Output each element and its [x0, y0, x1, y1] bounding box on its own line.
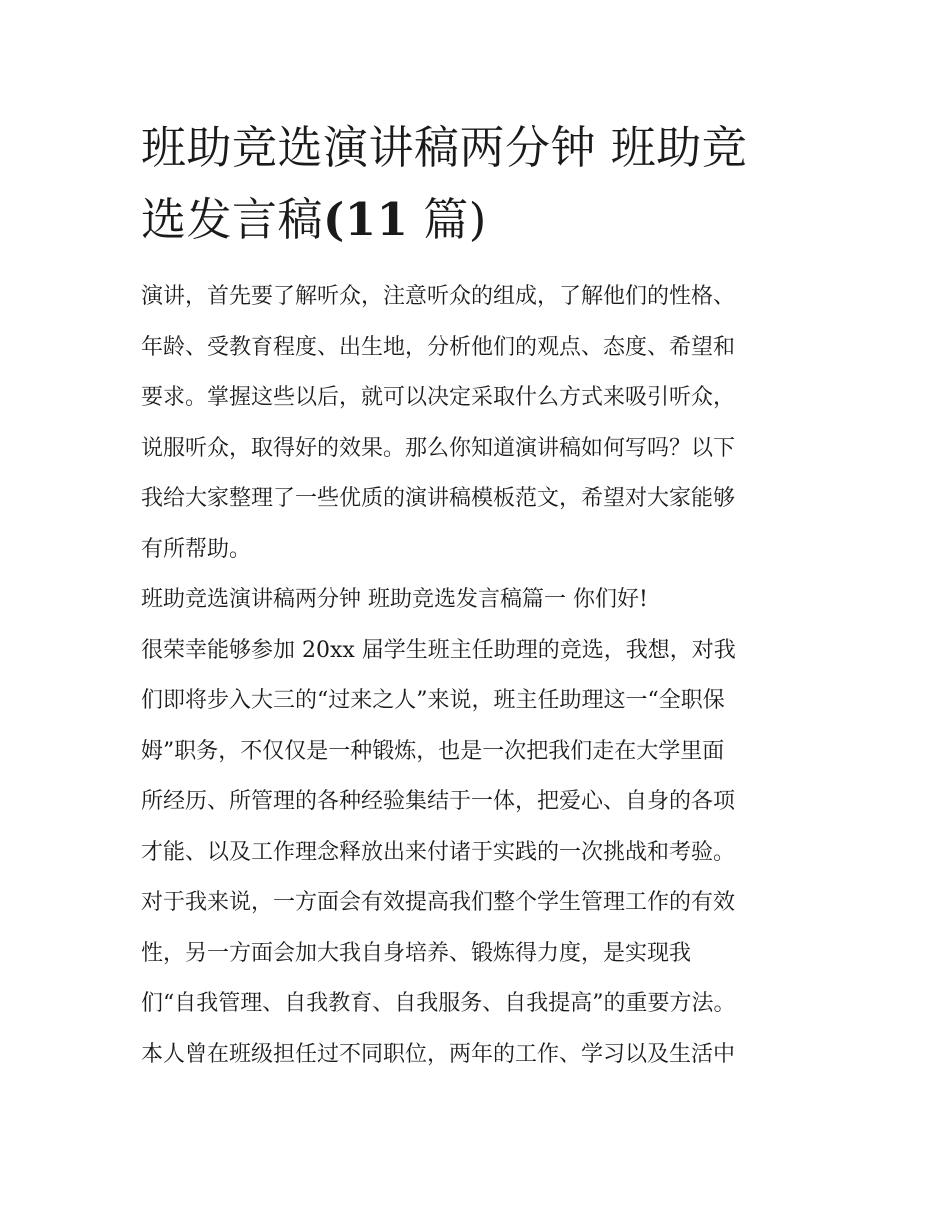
text-line: 性，另一方面会加大我自身培养、锻炼得力度，是实现我	[141, 940, 692, 966]
text-line: 我给大家整理了一些优质的演讲稿模板范文，希望对大家能够	[141, 486, 736, 511]
text-line: 们“自我管理、自我教育、自我服务、自我提高”的重要方法。	[141, 991, 736, 1016]
section-heading: 班助竞选演讲稿两分钟 班助竞选发言稿篇一 你们好!	[141, 587, 648, 612]
text-line: 很荣幸能够参加 20xx 届学生班主任助理的竞选，我想，对我	[141, 637, 736, 663]
title-line	[141, 184, 821, 256]
document-page	[141, 112, 821, 1080]
text-line: 才能、以及工作理念释放出来付诸于实践的一次挑战和考验。	[141, 839, 736, 865]
text-line: 姆”职务，不仅仅是一种锻炼，也是一次把我们走在大学里面	[141, 738, 725, 764]
page-title	[141, 112, 821, 256]
text-line: 本人曾在班级担任过不同职位，两年的工作、学习以及生活中	[141, 1041, 736, 1067]
title-suffix: 篇)	[408, 193, 487, 246]
title-line: 班助竞选演讲稿两分钟 班助竞	[141, 121, 748, 174]
title-count: (11	[323, 193, 409, 246]
text-line: 所经历、所管理的各种经验集结于一体，把爱心、自身的各项	[141, 789, 736, 814]
text-line: 们即将步入大三的“过来之人”来说，班主任助理这一“全职保	[141, 688, 725, 713]
title-text: 选发言稿	[141, 193, 324, 246]
text-line: 说服听众，取得好的效果。那么你知道演讲稿如何写吗？以下	[141, 435, 736, 461]
body-text	[141, 272, 821, 1080]
text-line: 年龄、受教育程度、出生地，分析他们的观点、态度、希望和	[141, 334, 736, 360]
text-line: 有所帮助。	[141, 536, 252, 562]
text-line: 对于我来说，一方面会有效提高我们整个学生管理工作的有效	[141, 890, 736, 915]
text-line: 要求。掌握这些以后，就可以决定采取什么方式来吸引听众，	[141, 385, 736, 410]
text-line: 演讲，首先要了解听众，注意听众的组成，了解他们的性格、	[141, 284, 736, 309]
